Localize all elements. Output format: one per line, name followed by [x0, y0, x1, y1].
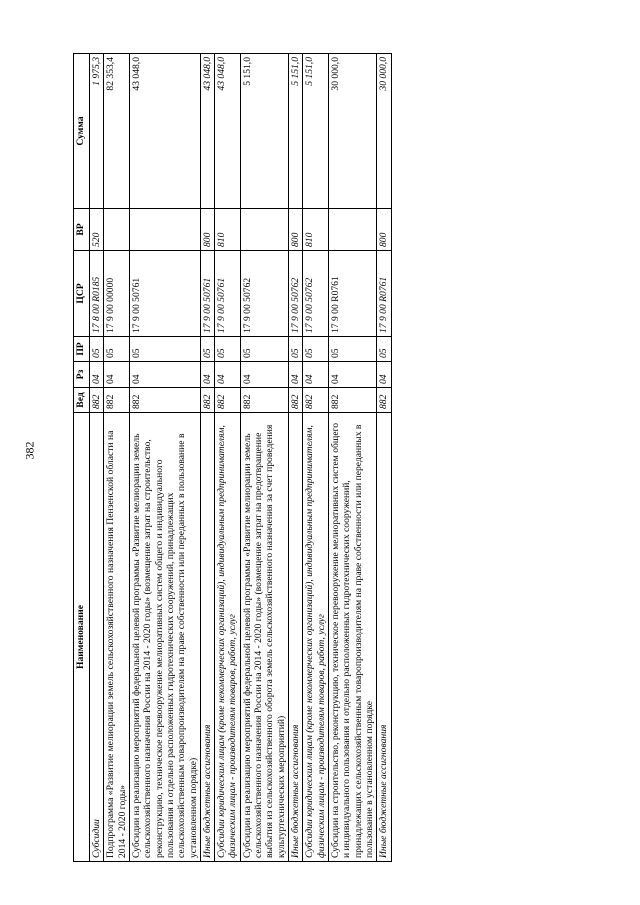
- table-row: [377, 54, 391, 862]
- cell-sum: 30 000,0: [328, 54, 376, 209]
- cell-name: Субсидии на реализацию мероприятий федеральной целевой программы «Развитие мелиорации земель сельскохозяйственного назначения России на 2014 - 2020 годы» (возмещение затрат на строительство, реконструкцию, техническое перевооружение мелиоративных систем общего и индивидуального пользования и отдельно расположенных гидротехнических сооружений, принадлежащих сельскохозяйственным товаропроизводителям на праве собственности или переданных в пользование в установленном порядке): [129, 413, 200, 862]
- cell-rz: 04: [289, 362, 303, 388]
- cell-pr: 05: [240, 337, 288, 362]
- cell-pr: 05: [200, 337, 214, 362]
- cell-vea: 882: [303, 388, 329, 413]
- cell-rz: 04: [328, 362, 376, 388]
- cell-rz: 04: [200, 362, 214, 388]
- budget-table: [73, 53, 392, 862]
- cell-vea: 882: [377, 388, 391, 413]
- cell-name: Иные бюджетные ассигнования: [289, 413, 303, 862]
- cell-name: Иные бюджетные ассигнования: [377, 413, 391, 862]
- header-csr: ЦСР: [74, 251, 90, 337]
- cell-csr: 17 8 00 R0185: [90, 251, 104, 337]
- table-row: [104, 54, 130, 862]
- cell-vr: [240, 209, 288, 251]
- cell-rz: 04: [377, 362, 391, 388]
- cell-csr: 17 9 00 00000: [104, 251, 130, 337]
- table-row: [289, 54, 303, 862]
- cell-rz: 04: [240, 362, 288, 388]
- rotated-table-container: [73, 54, 587, 862]
- cell-vr: 800: [377, 209, 391, 251]
- cell-rz: 04: [129, 362, 200, 388]
- cell-vea: 882: [129, 388, 200, 413]
- cell-csr: 17 9 00 R0761: [377, 251, 391, 337]
- cell-name: Подпрограмма «Развитие мелиорации земель сельскохозяйственного назначения Пензенской области на 2014 - 2020 годы»: [104, 413, 130, 862]
- cell-sum: 5 151,0: [240, 54, 288, 209]
- cell-vea: 882: [200, 388, 214, 413]
- cell-csr: 17 9 00 50761: [129, 251, 200, 337]
- cell-vr: 810: [215, 209, 241, 251]
- cell-vea: 882: [289, 388, 303, 413]
- cell-csr: 17 9 00 50762: [240, 251, 288, 337]
- cell-pr: 05: [303, 337, 329, 362]
- header-vea: Вед: [74, 388, 90, 413]
- table-row: [129, 54, 200, 862]
- header-name: Наименование: [74, 413, 90, 862]
- table-row: [328, 54, 376, 862]
- cell-sum: 30 000,0: [377, 54, 391, 209]
- cell-vr: [104, 209, 130, 251]
- cell-vr: 810: [303, 209, 329, 251]
- cell-sum: 5 151,0: [289, 54, 303, 209]
- cell-pr: 05: [289, 337, 303, 362]
- header-row: [74, 54, 90, 862]
- table-row: [303, 54, 329, 862]
- cell-vea: 882: [215, 388, 241, 413]
- cell-vea: 882: [104, 388, 130, 413]
- cell-csr: 17 9 00 50761: [215, 251, 241, 337]
- cell-name: Субсидии на реализацию мероприятий федеральной целевой программы «Развитие мелиорации земель сельскохозяйственного назначения России на 2014 - 2020 годы» (возмещение затрат на предотвращение выбытия из сельскохозяйственного оборота земель сельскохозяйственного назначения за счет проведения культуртехнических мероприятий): [240, 413, 288, 862]
- cell-sum: 43 048,0: [129, 54, 200, 209]
- table-row: [240, 54, 288, 862]
- cell-pr: 05: [215, 337, 241, 362]
- cell-pr: 05: [90, 337, 104, 362]
- cell-pr: 05: [377, 337, 391, 362]
- cell-sum: 43 048,0: [200, 54, 214, 209]
- cell-rz: 04: [104, 362, 130, 388]
- cell-vr: 520: [90, 209, 104, 251]
- cell-sum: 1 975,3: [90, 54, 104, 209]
- cell-name: Субсидии на строительство, реконструкцию, техническое перевооружение мелиоративных систем общего и индивидуального пользования и отдельно расположенных гидротехнических сооружений, принадлежащих сельскохозяйственным товаропроизводителям на праве собственности или переданных в пользование в установленном порядке: [328, 413, 376, 862]
- cell-sum: 5 151,0: [303, 54, 329, 209]
- cell-csr: 17 9 00 50762: [303, 251, 329, 337]
- cell-csr: 17 9 00 50762: [289, 251, 303, 337]
- cell-vr: [129, 209, 200, 251]
- cell-vea: 882: [240, 388, 288, 413]
- table-row: [200, 54, 214, 862]
- cell-pr: 05: [328, 337, 376, 362]
- header-rz: Рз: [74, 362, 90, 388]
- cell-pr: 05: [129, 337, 200, 362]
- cell-sum: 43 048,0: [215, 54, 241, 209]
- cell-vea: 882: [90, 388, 104, 413]
- cell-name: Субсидии юридическим лицам (кроме некоммерческих организаций), индивидуальным предпринимателям, физическим лицам - производителям товаров, работ, услуг: [303, 413, 329, 862]
- page-number: 382: [22, 441, 37, 460]
- cell-rz: 04: [215, 362, 241, 388]
- cell-rz: 04: [90, 362, 104, 388]
- cell-sum: 82 353,4: [104, 54, 130, 209]
- cell-vr: 800: [200, 209, 214, 251]
- cell-pr: 05: [104, 337, 130, 362]
- cell-rz: 04: [303, 362, 329, 388]
- table-row: [215, 54, 241, 862]
- cell-csr: 17 9 00 R0761: [328, 251, 376, 337]
- header-vr: ВР: [74, 209, 90, 251]
- header-pr: ПР: [74, 337, 90, 362]
- table-row: [90, 54, 104, 862]
- cell-name: Субсидии: [90, 413, 104, 862]
- header-sum: Сумма: [74, 54, 90, 209]
- cell-vr: 800: [289, 209, 303, 251]
- cell-vr: [328, 209, 376, 251]
- cell-csr: 17 9 00 50761: [200, 251, 214, 337]
- cell-name: Субсидии юридическим лицам (кроме некоммерческих организаций), индивидуальным предпринимателям, физическим лицам - производителям товаров, работ, услуг: [215, 413, 241, 862]
- table-body: [90, 54, 392, 862]
- cell-vea: 882: [328, 388, 376, 413]
- cell-name: Иные бюджетные ассигнования: [200, 413, 214, 862]
